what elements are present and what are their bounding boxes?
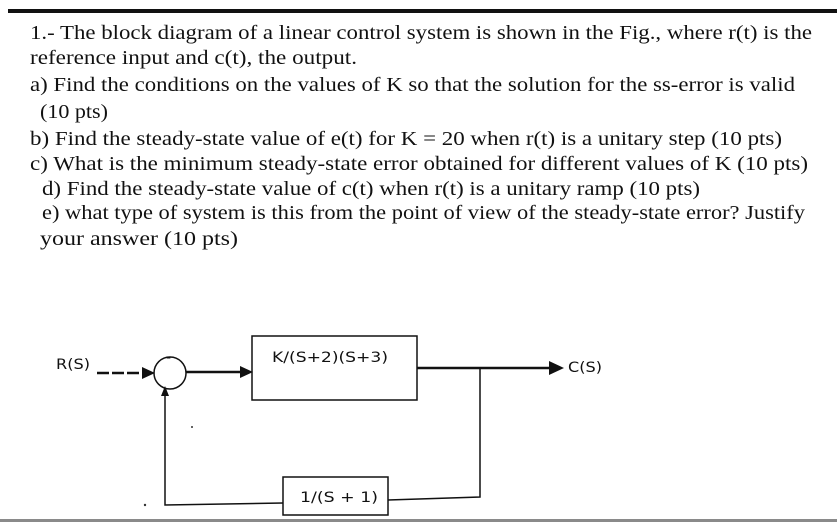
top-rule [8,9,837,13]
input-label: R(S) [56,357,90,373]
question-part-b: b) Find the steady-state value of e(t) for K = 20 when r(t) is a unitary step (10 pts) [30,128,782,150]
question-part-d: d) Find the steady-state value of c(t) when r(t) is a unitary ramp (10 pts) [42,178,700,200]
scan-speck [191,426,193,428]
feedback-block-label: 1/(S + 1) [300,490,378,506]
summing-sign: - [166,350,172,366]
question-part-e: e) what type of system is this from the point of view of the steady-state error? Justify [42,202,805,224]
output-label: C(S) [568,360,602,376]
question-line-intro-2: reference input and c(t), the output. [30,47,357,69]
question-part-e-2: your answer (10 pts) [40,228,238,250]
question-part-a-points: (10 pts) [40,101,108,123]
scan-speck [144,504,146,506]
question-part-c: c) What is the minimum steady-state error obtained for different values of K (10 pts) [30,153,808,175]
question-part-a: a) Find the conditions on the values of K so that the solution for the ss-error is valid [30,74,795,96]
forward-block-label: K/(S+2)(S+3) [272,350,388,366]
question-line-intro: 1.- The block diagram of a linear control system is shown in the Fig., where r(t) is the [30,22,813,44]
